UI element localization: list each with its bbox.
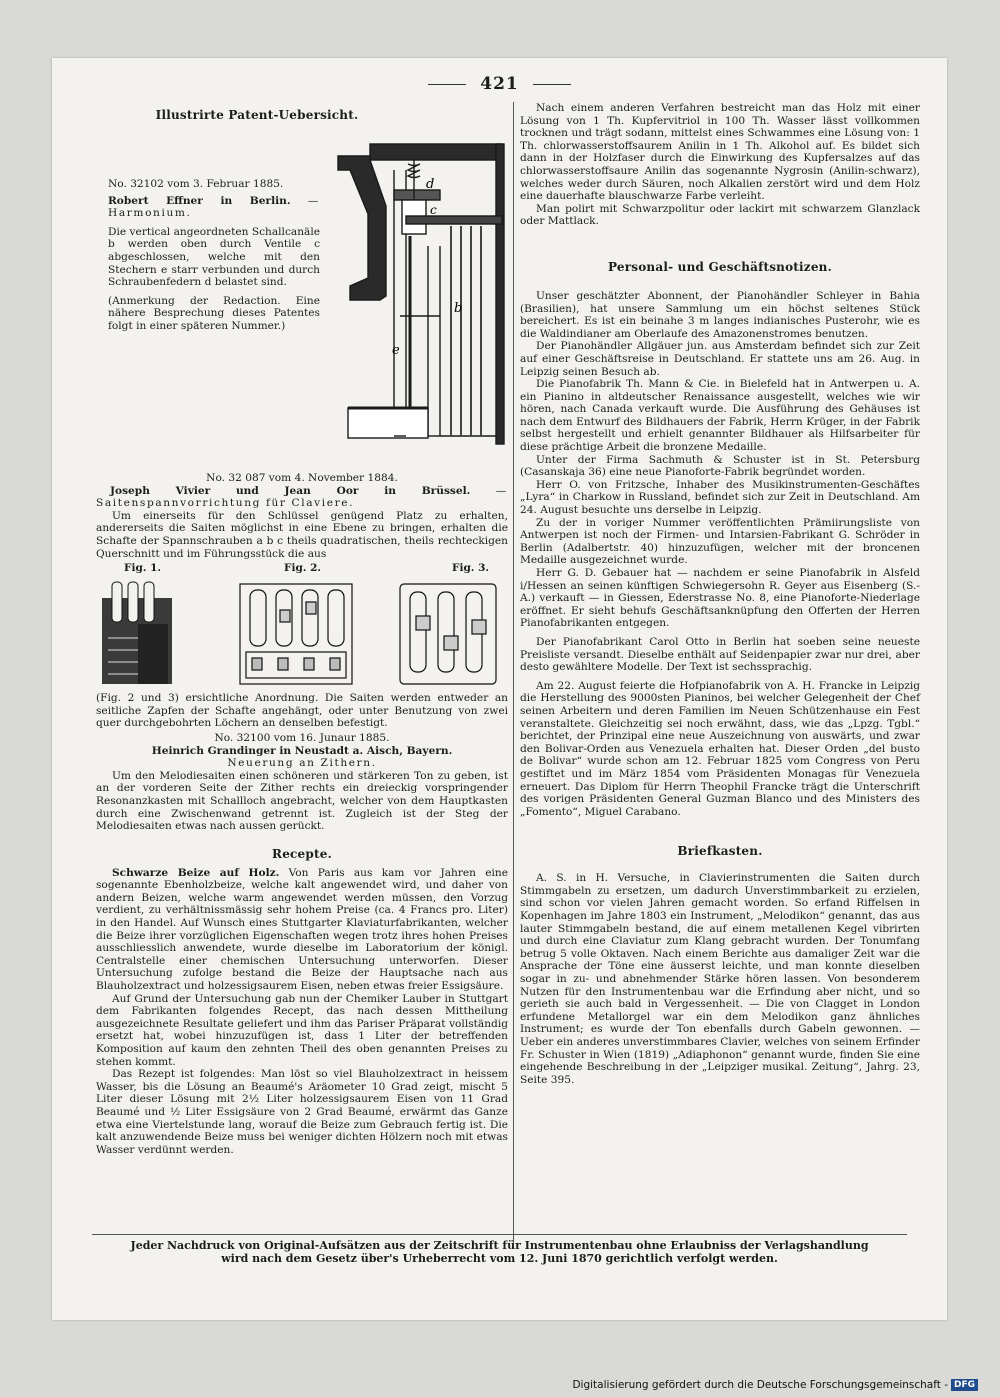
right-column <box>520 102 920 1086</box>
fig-label-c: c <box>430 203 437 217</box>
patent2-number: No. 32 087 vom 4. November 1884. <box>206 472 398 484</box>
fig3-label: Fig. 3. <box>452 562 490 575</box>
footer-line-1: Jeder Nachdruck von Original-Aufsätzen aus der Zeitschrift für Instrumentenbau ohne Erlaubniss der Verlagshandlung <box>130 1239 869 1252</box>
intro-paragraph2: Man polirt mit Schwarzpolitur oder lackirt mit schwarzem Glanzlack oder Mattlack. <box>520 202 920 228</box>
fig-label-b: b <box>454 301 463 316</box>
personal-note-2: Der Pianohändler Allgäuer jun. aus Amsterdam befindet sich zur Zeit auf einer Geschäftsreise in Deutschland. Er stattete uns am 26. Aug. in Leipzig seinen Besuch ab. <box>520 340 920 378</box>
patent2-paragraph1: Um einerseits für den Schlüssel genügend Platz zu erhalten, andererseits die Saiten möglichst in eine Ebene zu bringen, erhalten die Schafte der Spannschrauben a b c theils quadratischen, theils rechteckigen Querschnitt und im Führungsstück die aus <box>96 509 508 560</box>
harmonium-text <box>108 178 320 333</box>
personal-note-5: Herr O. von Fritzsche, Inhaber des Musikinstrumenten-Geschäftes „Lyra“ in Charkow in Russland, befindet sich zur Zeit in Deutschland. Am 24. August besuchte uns derselbe in Leipzig. <box>520 478 920 517</box>
patent1-note: (Anmerkung der Redaction. Eine nähere Besprechung dieses Patentes folgt in einer späteren Nummer.) <box>108 294 320 332</box>
personal-note-3: Die Pianofabrik Th. Mann & Cie. in Bielefeld hat in Antwerpen u. A. ein Pianino in altdeutscher Renaissance ausgestellt, welches wie wir hören, nach Canada verkauft wurde. Die Ausführung des Gehäuses ist nach dem Entwurf des Bildhauers der Fabrik, Herrn Krüger, in der Fabrik selbst hergestellt und erhielt genannter Bildhauer als Hilfsarbeiter für diese prächtige Arbeit die bronzene Medaille. <box>520 378 920 454</box>
patent3-title: Neuerung an Zithern. <box>227 757 377 770</box>
patent1-description: Die vertical angeordneten Schallcanäle b werden oben durch Ventile c abgeschlossen, welche mit den Stechern e starr verbunden und durch Schraubenfedern d belastet sind. <box>108 225 320 289</box>
patent1-title: — Harmonium. <box>108 194 320 220</box>
personal-note-6: Zu der in voriger Nummer veröffentlichten Prämiirungsliste von Antwerpen ist noch der Firmen- und Intarsien-Fabrikant G. Schröder in Berlin (Adalbertstr. 40) hinzuzufügen, welcher mit der broncenen Medaille ausgezeichnet wurde. <box>520 516 920 567</box>
patent2-heading <box>96 485 508 510</box>
patent3-applicant: Heinrich Grandinger in Neustadt a. Aisch, Bayern. <box>151 744 453 757</box>
personal-note-8: Der Pianofabrikant Carol Otto in Berlin hat soeben seine neueste Preisliste versandt. Dieselbe enthält auf Seidenpapier zwar nur drei, aber desto gewähltere Modelle. Der Text ist sechssprachig. <box>520 635 920 674</box>
patent1-applicant: Robert Effner in Berlin. <box>108 194 291 207</box>
heading-briefkasten: Briefkasten. <box>677 844 763 859</box>
fig-label-e: e <box>392 343 400 358</box>
patent3-number: No. 32100 vom 16. Junaur 1885. <box>214 731 390 744</box>
personal-note-4: Unter der Firma Sachmuth & Schuster ist in St. Petersburg (Casanskaja 36) eine neue Pianoforte-Fabrik begründet worden. <box>520 453 920 479</box>
journal-page <box>52 58 947 1320</box>
patent2-title: — Saitenspannvorrichtung für Claviere. <box>96 484 508 510</box>
page-number: 421 <box>52 74 947 94</box>
personal-note-9: Am 22. August feierte die Hofpianofabrik von A. H. Francke in Leipzig die Herstellung des 9000sten Pianinos, bei welcher Gelegenheit der Chef seinen Arbeitern und deren Familien im Neuen Schützenhause ein Fest veranstaltete. Gleichzeitig sei noch erwähnt, dass, wie das „Lpzg. Tgbl.“ berichtet, der Prinzipal eine neue Auszeichnung von auswärts, und zwar den Bolivar-Orden aus Venezuela erhalten hat. Dieser Orden „del busto de Bolivar“ wurde schon am 12. Februar 1825 vom Congress von Peru gestiftet und im März 1854 vom Präsidenten Monagas für Venezuela erneuert. Das Diplom für Herrn Theophil Francke trägt die Unterschrift des vorigen Präsidenten General Guzman Blanco und des Ministers des „Fomento“, Miguel Carabano. <box>520 679 920 818</box>
fig1-label: Fig. 1. <box>124 562 162 575</box>
left-column <box>96 102 508 1156</box>
recepte-paragraph3: Das Rezept ist folgendes: Man löst so viel Blauholzextract in heissem Wasser, bis die Lösung an Beaumé's Aräometer 10 Grad zeigt, mischt 5 Liter dieser Lösung mit 2½ Liter holzessigsaurem Eisen von 11 Grad Beaumé und ½ Liter Essigsäure von 2 Grad Beaumé, erwärmt das Ganze etwa eine Viertelstunde lang, worauf die Beize zum Gebrauch fertig ist. Die kalt anzuwendende Beize muss bei weniger dichten Hölzern noch mit etwas Wasser verdünnt werden. <box>96 1068 508 1156</box>
fig1-drawing <box>98 578 180 688</box>
briefkasten-paragraph: A. S. in H. Versuche, in Clavierinstrumenten die Saiten durch Stimmgabeln zu ersetzen, um dadurch Unverstimmbarkeit zu erzielen, sind schon vor vielen Jahren gemacht worden. So erfand Riffelsen in Kopenhagen im Jahre 1803 ein Instrument, „Melodikon“ genannt, das aus lauter Stimmgabeln bestand, die auf einem metallenen Kegel vibrirten und durch eine Claviatur zum Klang gebracht wurden. Der Tonumfang betrug 5 volle Oktaven. Nach einem Berichte aus damaliger Zeit war die Ansprache der Töne eine äusserst leichte, und man konnte dieselben sogar in zu- und abnehmender Stärke hören lassen. Von besonderem Nutzen für den Instrumentenbau war die Erfindung aber nicht, und so gerieth sie auch bald in Vergessenheit. — Die von Clagget in London erfundene Metallorgel war ein dem Melodikon ganz ähnliches Instrument; es wurde der Ton ebenfalls durch Gabeln gewonnen. — Ueber ein anderes unverstimmbares Clavier, welches von seinem Erfinder Fr. Schuster in Wien (1819) „Adiaphonon“ genannt wurde, finden Sie eine eingehende Beschreibung in der „Leipziger musikal. Zeitung“, Jahrg. 23, Seite 395. <box>520 872 920 1086</box>
digitization-credit <box>572 1379 978 1391</box>
patent1-heading <box>108 195 320 220</box>
heading-patent-overview: Illustrirte Patent-Uebersicht. <box>155 108 359 122</box>
fig-label-d: d <box>426 177 435 192</box>
copyright-footer <box>92 1234 907 1265</box>
patent2-applicant: Joseph Vivier und Jean Oor in Brüssel. <box>110 484 471 497</box>
recepte-paragraph2: Auf Grund der Untersuchung gab nun der Chemiker Lauber in Stuttgart dem Fabrikanten folgendes Recept, das nach dessen Mittheilung ausgezeichnete Resultate geliefert und ihm das Pariser Präparat vollständig ersetzt hat, wobei hinzuzufügen ist, dass 1 Liter der betreffenden Komposition auf kaum den zehnten Theil des oben genannten Preises zu stehen kommt. <box>96 992 508 1068</box>
string-figures <box>96 560 508 692</box>
patent2-paragraph2: (Fig. 2 und 3) ersichtliche Anordnung. Die Saiten werden entweder an seitliche Zapfen der Schafte angehängt, oder unter Benutzung von zwei quer durchgebohrten Löchern an denselben befestigt. <box>96 692 508 730</box>
harmonium-figure <box>328 136 508 466</box>
personal-note-1: Unser geschätzter Abonnent, der Pianohändler Schleyer in Bahia (Brasilien), hat unsere Sammlung um ein höchst seltenes Stück bereichert. Es ist ein beinahe 3 m langes indianisches Pusterohr, wie es die Waldindianer am Oberlaufe des Amazonenstromes benutzen. <box>520 289 920 340</box>
recepte-paragraph1-text: Von Paris aus kam vor Jahren eine sogenannte Ebenholzbeize, welche kalt angewendet wird, und daher von andern Beizen, welche warm angewendet werden müssen, den Vorzug verdient, zu verhältnissmässig sehr hohem Preise (ca. 4 Francs pro. Liter) in den Handel. Auf Wunsch eines Stuttgarter Klaviaturfabrikanten, welcher die Beize ihrer vorzüglichen Eigenschaften wegen trotz ihres hohen Preises ausschliesslich anwendete, wurde dieselbe im Laboratorium der königl. Centralstelle einer chemischen Untersuchung unterworfen. Dieser Untersuchung zufolge bestand die Beize der Hauptsache nach aus Blauholzextract und holzessigsaurem Eisen, neben etwas freier Essigsäure. <box>96 866 509 993</box>
patent1-number: No. 32102 vom 3. Februar 1885. <box>108 178 284 190</box>
credit-text: Digitalisierung gefördert durch die Deutsche Forschungsgemeinschaft - <box>572 1379 948 1391</box>
fig3-drawing <box>396 580 500 688</box>
dfg-logo: DFG <box>951 1379 978 1391</box>
heading-personal: Personal- und Geschäftsnotizen. <box>608 259 832 274</box>
harmonium-section <box>96 122 508 470</box>
patent3-paragraph: Um den Melodiesaiten einen schöneren und stärkeren Ton zu geben, ist an der vorderen Seite der Zither rechts ein dreieckig vorspringender Resonanzkasten mit Schallloch angebracht, welcher von dem Hauptkasten durch eine Zwischenwand getrennt ist. Zugleich ist der Steg der Melodiesaiten etwas nach aussen gerückt. <box>96 769 508 833</box>
footer-line-2: wird nach dem Gesetz über's Urheberrecht vom 12. Juni 1870 gerichtlich verfolgt werden. <box>221 1252 778 1265</box>
recepte-lead: Schwarze Beize auf Holz. <box>112 866 280 879</box>
fig2-drawing <box>236 580 356 688</box>
personal-note-7: Herr G. D. Gebauer hat — nachdem er seine Pianofabrik in Alsfeld i/Hessen an seinen künftigen Schwiegersohn R. Geyer aus Eisenberg (S.-A.) verkauft — in Giessen, Ederstrasse No. 8, eine Pianoforte-Niederlage eröffnet. Er sieht behufs Geschäftsanknüpfung den Offerten der Herren Pianofabrikanten entgegen. <box>520 567 920 630</box>
heading-recepte: Recepte. <box>272 846 332 861</box>
recepte-paragraph1 <box>96 867 508 993</box>
intro-paragraph1: Nach einem anderen Verfahren bestreicht man das Holz mit einer Lösung von 1 Th. Kupfervitriol in 100 Th. Wasser lässt vollkommen trocknen und trägt sodann, mittelst eines Schwammes eine Lösung von: 1 Th. chlorwasserstoffsaurem Anilin in 1 Th. Alkohol auf. Es bildet sich dann in der Holzfaser durch die Einwirkung des Kupfersalzes auf das chlorwasserstoffsaure Anilin das sogenannte Nygrosin (Anilin-schwarz), welches weder durch Säuren, noch Alkalien zerstört wird und dem Holz eine dauerhafte blauschwarze Farbe verleiht. <box>520 102 920 203</box>
column-divider <box>513 102 514 1244</box>
fig2-label: Fig. 2. <box>284 562 322 575</box>
